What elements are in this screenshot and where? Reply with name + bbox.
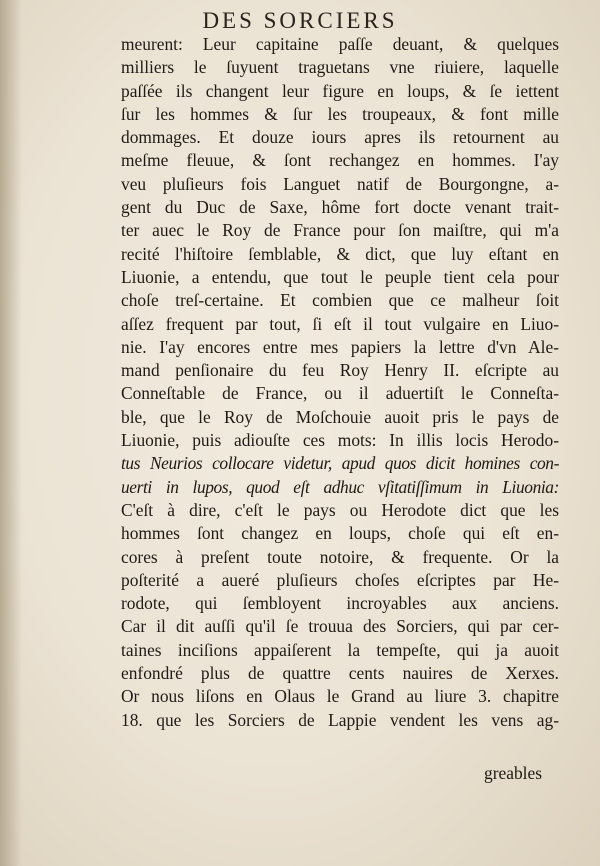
- text-line: ter auec le Roy de France pour ſon maiſtre, qui m'a: [121, 220, 559, 241]
- body-text: [121, 33, 559, 732]
- text-line: recité l'hiſtoire ſemblable, & dict, que luy eſtant en: [121, 243, 559, 264]
- text-line: ble, que le Roy de Moſchouie auoit pris le pays de: [121, 406, 559, 427]
- text-line: 18. que les Sorciers de Lappie vendent les vens ag-: [121, 709, 559, 730]
- text-line: meurent: Leur capitaine paſſe deuant, & quelques: [121, 34, 559, 54]
- text-line: Liuonie, a entendu, que tout le peuple tient cela pour: [121, 266, 559, 287]
- text-line: hommes ſont changez en loups, choſe qui eſt en-: [121, 523, 559, 544]
- text-line: rodote, qui ſembloyent incroyables aux anciens.: [121, 593, 559, 614]
- text-line: gent du Duc de Saxe, hôme fort docte venant trait-: [121, 197, 559, 218]
- text-line: veu pluſieurs fois Languet natif de Bourgongne, a-: [121, 173, 559, 194]
- text-line: milliers le ſuyuent traguetans vne riuiere, laquelle: [121, 57, 559, 78]
- text-line: choſe treſ-certaine. Et combien que ce malheur ſoit: [121, 290, 559, 311]
- text-line: Liuonie, puis adiouſte ces mots: In illis locis Herodo-: [121, 430, 559, 451]
- text-line: meſme fleuue, & ſont rechangez en hommes. I'ay: [121, 150, 559, 171]
- text-line: dommages. Et douze iours apres ils retournent au: [121, 127, 559, 148]
- text-line: C'eſt à dire, c'eſt le pays ou Herodote dict que les: [121, 499, 559, 520]
- text-line: enfondré plus de quattre cents nauires de Xerxes.: [121, 663, 559, 684]
- text-line: paſſée ils changent leur figure en loups, & ſe iettent: [121, 80, 559, 101]
- text-line: nie. I'ay encores entre mes papiers la lettre d'vn Ale-: [121, 336, 559, 357]
- text-line: Or nous liſons en Olaus le Grand au liure 3. chapitre: [121, 686, 559, 707]
- running-head: DES SORCIERS: [202, 8, 398, 33]
- text-line: taines inciſions appaiſerent la tempeſte, qui ja auoit: [121, 639, 559, 660]
- latin-quote-line: tus Neurios collocare videtur, apud quos dicit homines con-: [121, 453, 559, 474]
- text-line: ſur les hommes & ſur les troupeaux, & font mille: [121, 103, 559, 124]
- text-line: Conneſtable de France, ou il aduertiſt le Conneſta-: [121, 383, 559, 404]
- text-line: Car il dit auſſi qu'il ſe trouua des Sorciers, qui par cer-: [121, 616, 559, 637]
- catchword: greables: [484, 763, 542, 783]
- text-line: cores à preſent toute notoire, & frequente. Or la: [121, 546, 559, 567]
- latin-quote-line: uerti in lupos, quod eſt adhuc vſitatiſſimum in Liuonia:: [121, 476, 559, 497]
- text-line: poſterité a aueré pluſieurs choſes eſcriptes par He-: [121, 569, 559, 590]
- text-line: mand penſionaire du feu Roy Henry II. eſcripte au: [121, 360, 559, 381]
- text-line: aſſez frequent par tout, ſi eſt il tout vulgaire en Liuo-: [121, 313, 559, 334]
